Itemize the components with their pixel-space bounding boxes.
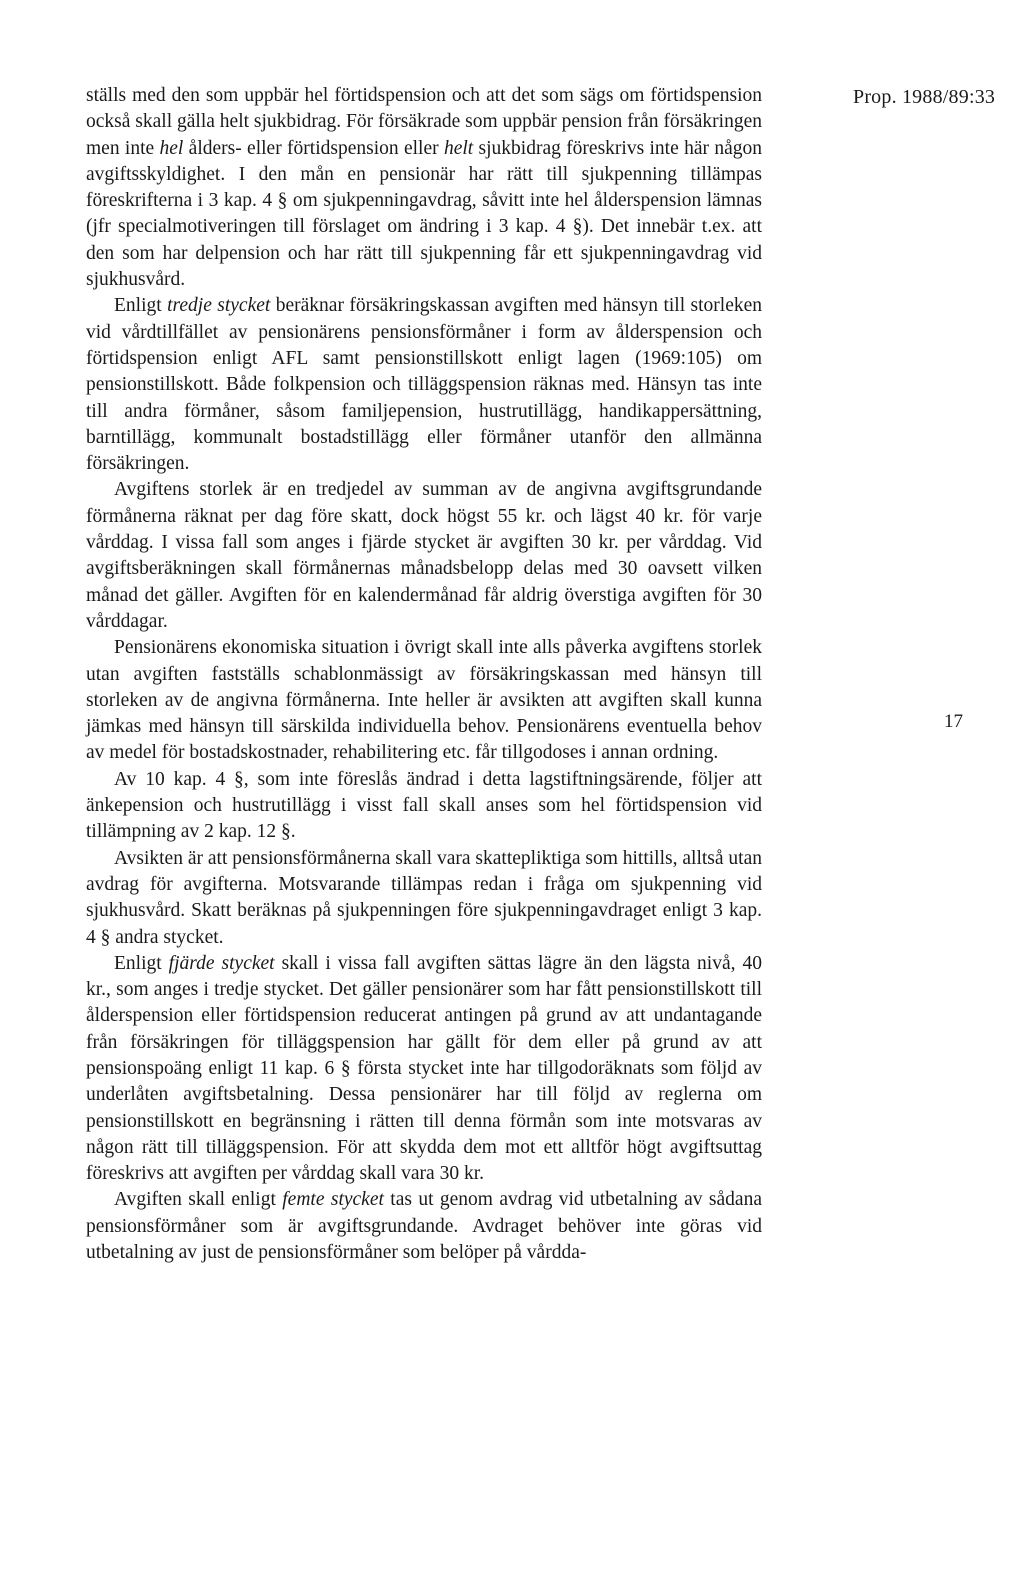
paragraph-8: Avgiften skall enligt femte stycket tas ut genom avdrag vid utbetalning av sådana pensionsförmåner som är avgiftsgrundande. Avdraget behöver inte göras vid utbetalning av just de pensionsförmåner som belöper på vårdda- [86, 1189, 762, 1264]
paragraph-2: Enligt tredje stycket beräknar försäkringskassan avgiften med hänsyn till storleken vid vårdtillfället av pensionärens pensionsförmåner i form av ålderspension och förtidspension enligt AFL samt pensionstillskott enligt lagen (1969:105) om pensionstillskott. Både folkpension och tilläggspension räknas med. Hänsyn tas inte till andra förmåner, såsom familjepension, hustrutillägg, handikappersättning, barntillägg, kommunalt bostadstillägg eller förmåner utanför den allmänna försäkringen. [86, 295, 763, 475]
paragraph-3: Avgiftens storlek är en tredjedel av summan av de angivna avgiftsgrundande förmånerna räknat per dag före skatt, dock högst 55 kr. och lägst 40 kr. för varje vårddag. I vissa fall som anges i fjärde stycket är avgiften 30 kr. per vårddag. Vid avgiftsberäkningen skall förmånernas månadsbelopp delas med 30 oavsett vilken månad det gäller. Avgiften för en kalendermånad får aldrig överstiga avgiften för 30 vårddagar. [86, 479, 762, 632]
page-number: 17 [944, 711, 963, 732]
paragraph-7: Enligt fjärde stycket skall i vissa fall avgiften sättas lägre än den lägsta nivå, 40 kr., som anges i tredje stycket. Det gäller pensionärer som har fått pensionstillskott till ålderspension eller förtidspension reducerat antingen på grund av att undantagande från försäkringen för tilläggspension har gällt för dem eller på grund av att pensionspoäng enligt 11 kap. 6 § första stycket inte har tillgodoräknats som följd av underlåten avgiftsbetalning. Dessa pensionärer har till följd av reglerna om pensionstillskott en begränsning i rätten till denna förmån som inte motsvaras av någon rätt till tilläggspension. För att skydda dem mot ett alltför högt avgiftsuttag föreskrivs att avgiften per vårddag skall vara 30 kr. [86, 952, 762, 1185]
paragraph-6: Avsikten är att pensionsförmånerna skall vara skattepliktiga som hittills, alltså utan avdrag för avgifterna. Motsvarande tillämpas redan i fråga om sjukpenning vid sjukhusvård. Skatt beräknas på sjukpenningen före sjukpenningavdraget enligt 3 kap. 4 § andra stycket. [86, 847, 762, 948]
paragraph-4: Pensionärens ekonomiska situation i övrigt skall inte alls påverka avgiftens storlek utan avgiften fastställs schablonmässigt av försäkringskassan med hänsyn till storleken av de angivna förmånerna. Inte heller är avsikten att avgiften skall kunna jämkas med hänsyn till särskilda individuella behov. Pensionärens eventuella behov av medel för bostadskostnader, rehabilitering etc. får tillgodoses i annan ordning. [86, 637, 762, 764]
paragraph-1: ställs med den som uppbär hel förtidspension och att det som sägs om förtidspension också skall gälla helt sjukbidrag. För försäkrade som uppbär pension från försäkringen men inte hel ålders- eller förtidspension eller helt sjukbidrag föreskrivs inte här någon avgiftsskyldighet. I den mån en pensionär har rätt till sjukpenning tillämpas föreskrifterna i 3 kap. 4 § om sjukpenningavdrag, såvitt inte hel ålderspension lämnas (jfr specialmotiveringen till förslaget om ändring i 3 kap. 4 §). Det innebär t.ex. att den som har delpension och har rätt till sjukpenning får ett sjukpenningavdrag vid sjukhusvård. [86, 85, 762, 291]
proposition-reference: Prop. 1988/89:33 [853, 86, 996, 108]
body-text [86, 83, 762, 1266]
paragraph-5: Av 10 kap. 4 §, som inte föreslås ändrad i detta lagstiftningsärende, följer att änkepension och hustrutillägg i visst fall skall anses som hel förtidspension vid tillämpning av 2 kap. 12 §. [86, 768, 762, 843]
